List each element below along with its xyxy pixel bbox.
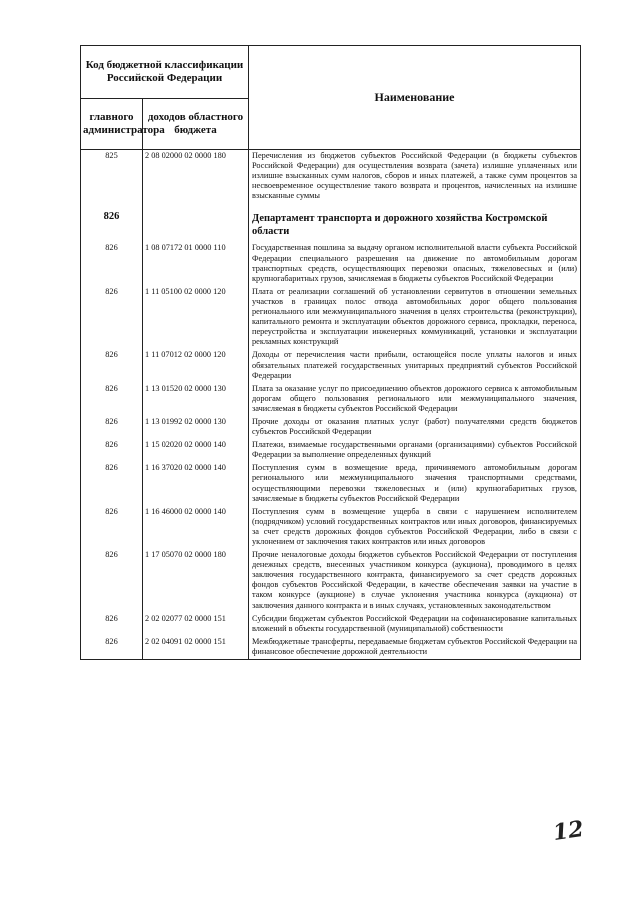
header-main-administrator: главного администратора	[81, 99, 143, 150]
budget-classification-table-wrapper	[80, 45, 580, 660]
revenue-name-cell: Перечисления из бюджетов субъектов Российской Федерации (в бюджеты субъектов Российской Федерации) для осуществления возврата (зачета) излишне уплаченных или излишне взысканных сумм налогов, сборов и иных платежей, а также сумм процентов за несвоевременное осуществление такого возврата и процентов, начисленных на излишне взысканные суммы	[249, 150, 581, 204]
revenue-code-cell: 1 11 07012 02 0000 120	[143, 349, 249, 382]
revenue-code-cell: 1 11 05100 02 0000 120	[143, 286, 249, 350]
revenue-name-cell: Плата за оказание услуг по присоединению объектов дорожного сервиса к автомобильным дорогам общего пользования регионального или межмуниципального значения, зачисляемая в бюджеты субъектов Российской Федерации	[249, 383, 581, 416]
admin-code-cell: 826	[81, 383, 143, 416]
header-name-column: Наименование	[249, 46, 581, 150]
admin-code-cell: 826	[81, 506, 143, 549]
table-row	[81, 150, 581, 204]
revenue-code-cell: 2 02 04091 02 0000 151	[143, 636, 249, 660]
page-number: 12	[551, 815, 586, 847]
revenue-name-cell: Субсидии бюджетам субъектов Российской Федерации на софинансирование капитальных вложений в объекты государственной (муниципальной) собственности	[249, 613, 581, 636]
revenue-name-cell: Поступления сумм в возмещение вреда, причиняемого автомобильным дорогам регионального или межмуниципального значения транспортными средствами, осуществляющими перевозки тяжеловесных и (или) крупногабаритных грузов, зачисляемые в бюджеты субъектов Российской Федерации	[249, 462, 581, 505]
admin-code-cell: 826	[81, 349, 143, 382]
table-row	[81, 383, 581, 416]
admin-code-cell: 826	[81, 462, 143, 505]
table-row	[81, 613, 581, 636]
revenue-code-cell: 1 08 07172 01 0000 110	[143, 242, 249, 285]
admin-code-cell: 826	[81, 286, 143, 350]
admin-code-cell: 826	[81, 439, 143, 462]
revenue-name-cell: Платежи, взимаемые государственными органами (организациями) субъектов Российской Федерации за выполнение определенных функций	[249, 439, 581, 462]
revenue-code-cell	[143, 203, 249, 242]
admin-code-cell: 825	[81, 150, 143, 204]
revenue-name-cell: Департамент транспорта и дорожного хозяйства Костромской области	[249, 203, 581, 242]
revenue-name-cell: Доходы от перечисления части прибыли, остающейся после уплаты налогов и иных обязательных платежей государственных унитарных предприятий субъектов Российской Федерации	[249, 349, 581, 382]
admin-code-cell: 826	[81, 242, 143, 285]
admin-code-cell: 826	[81, 613, 143, 636]
header-budget-classification-code: Код бюджетной классификации Российской Федерации	[81, 46, 249, 99]
table-row	[81, 286, 581, 350]
revenue-code-cell: 1 15 02020 02 0000 140	[143, 439, 249, 462]
revenue-name-cell: Плата от реализации соглашений об установлении сервитутов в отношении земельных участков в границах полос отвода автомобильных дорог общего пользования регионального или межмуниципального значения в целях строительства (реконструкции), капитального ремонта и эксплуатации объектов дорожного сервиса, прокладки, переноса, переустройства и эксплуатации инженерных коммуникаций, установки и эксплуатации рекламных конструкций	[249, 286, 581, 350]
revenue-name-cell: Прочие доходы от оказания платных услуг (работ) получателями средств бюджетов субъектов Российской Федерации	[249, 416, 581, 439]
admin-code-cell: 826	[81, 549, 143, 613]
revenue-name-cell: Поступления сумм в возмещение ущерба в связи с нарушением исполнителем (подрядчиком) условий государственных контрактов или иных договоров, финансируемых за счет средств дорожных фондов субъектов Российской Федерации, либо в связи с уклонением от заключения таких контрактов или иных договоров	[249, 506, 581, 549]
revenue-code-cell: 1 16 37020 02 0000 140	[143, 462, 249, 505]
section-header-row	[81, 203, 581, 242]
header-regional-budget-revenue: доходов областного бюджета	[143, 99, 249, 150]
revenue-name-cell: Государственная пошлина за выдачу органом исполнительной власти субъекта Российской Федерации специального разрешения на движение по автомобильным дорогам транспортных средств, осуществляющих перевозки опасных, тяжеловесных и (или) крупногабаритных грузов, зачисляемая в бюджеты субъектов Российской Федерации	[249, 242, 581, 285]
revenue-code-cell: 1 13 01520 02 0000 130	[143, 383, 249, 416]
admin-code-cell: 826	[81, 416, 143, 439]
table-row	[81, 636, 581, 660]
table-row	[81, 506, 581, 549]
table-row	[81, 416, 581, 439]
revenue-code-cell: 1 13 01992 02 0000 130	[143, 416, 249, 439]
table-row	[81, 549, 581, 613]
revenue-code-cell: 2 02 02077 02 0000 151	[143, 613, 249, 636]
admin-code-cell: 826	[81, 203, 143, 242]
revenue-name-cell: Межбюджетные трансферты, передаваемые бюджетам субъектов Российской Федерации на финансовое обеспечение дорожной деятельности	[249, 636, 581, 660]
admin-code-cell: 826	[81, 636, 143, 660]
budget-classification-table	[80, 45, 581, 660]
table-row	[81, 349, 581, 382]
table-body	[81, 150, 581, 660]
revenue-code-cell: 1 17 05070 02 0000 180	[143, 549, 249, 613]
table-row	[81, 462, 581, 505]
table-row	[81, 242, 581, 285]
table-row	[81, 439, 581, 462]
revenue-code-cell: 1 16 46000 02 0000 140	[143, 506, 249, 549]
revenue-code-cell: 2 08 02000 02 0000 180	[143, 150, 249, 204]
table-header	[81, 46, 581, 150]
revenue-name-cell: Прочие неналоговые доходы бюджетов субъектов Российской Федерации от поступления денежных средств, внесенных участником конкурса (аукциона), проводимого в целях заключения государственного контракта, финансируемого за счет средств дорожных фондов субъектов Российской Федерации, в качестве обеспечения заявки на участие в таком конкурсе (аукционе) в случае уклонения участника конкурса (аукциона) от заключения данного контракта и в иных случаях, установленных законодательством	[249, 549, 581, 613]
